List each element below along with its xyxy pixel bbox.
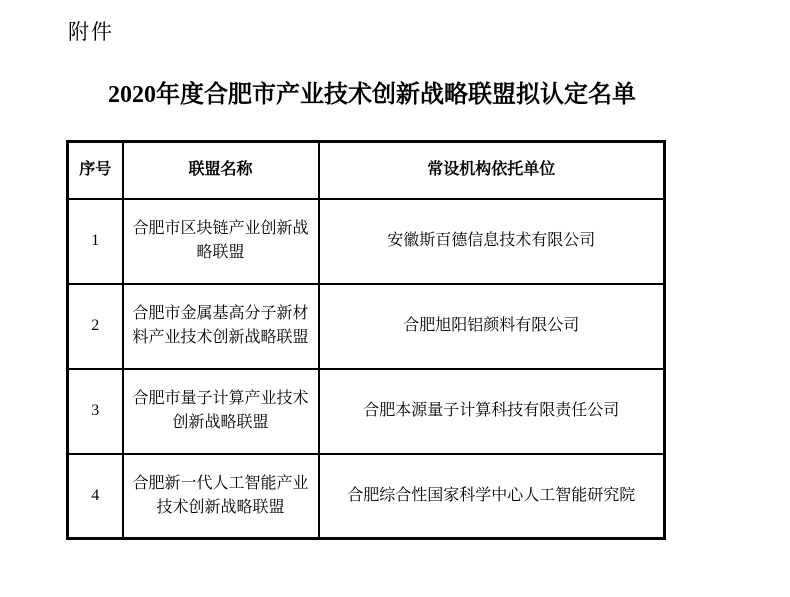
cell-unit-name: 合肥综合性国家科学中心人工智能研究院 xyxy=(319,454,665,539)
table-row xyxy=(68,369,665,454)
cell-unit-name: 合肥旭阳铝颜料有限公司 xyxy=(319,284,665,369)
attachment-label: 附件 xyxy=(68,20,114,44)
cell-index: 3 xyxy=(68,369,123,454)
table-header-row xyxy=(68,142,665,199)
cell-alliance-name: 合肥市区块链产业创新战略联盟 xyxy=(123,199,319,284)
page-title: 2020年度合肥市产业技术创新战略联盟拟认定名单 xyxy=(108,82,636,108)
cell-index: 2 xyxy=(68,284,123,369)
table-row xyxy=(68,199,665,284)
header-cell-index: 序号 xyxy=(68,142,123,199)
header-cell-unit-name: 常设机构依托单位 xyxy=(319,142,665,199)
alliance-table xyxy=(66,140,666,540)
cell-alliance-name: 合肥市量子计算产业技术创新战略联盟 xyxy=(123,369,319,454)
table-row xyxy=(68,284,665,369)
header-cell-alliance-name: 联盟名称 xyxy=(123,142,319,199)
cell-unit-name: 合肥本源量子计算科技有限责任公司 xyxy=(319,369,665,454)
cell-index: 4 xyxy=(68,454,123,539)
cell-alliance-name: 合肥新一代人工智能产业技术创新战略联盟 xyxy=(123,454,319,539)
cell-unit-name: 安徽斯百德信息技术有限公司 xyxy=(319,199,665,284)
table-row xyxy=(68,454,665,539)
cell-alliance-name: 合肥市金属基高分子新材料产业技术创新战略联盟 xyxy=(123,284,319,369)
cell-index: 1 xyxy=(68,199,123,284)
